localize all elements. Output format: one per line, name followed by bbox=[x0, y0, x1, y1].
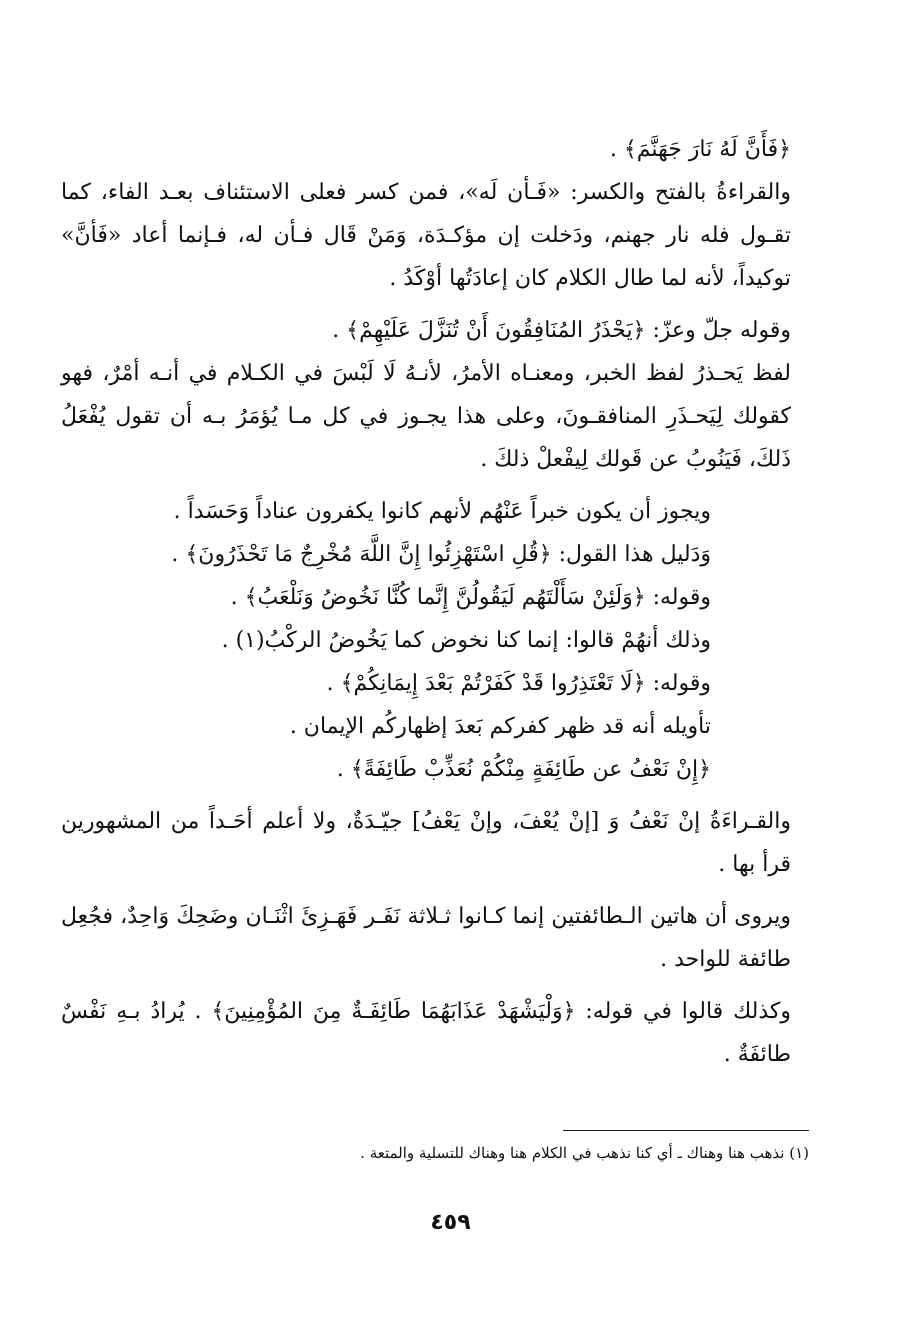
footnote: (١) نذهب هنا وهناك ـ أي كنا نذهب في الكلام هنا وهناك للتسلية والمتعة . bbox=[360, 1144, 809, 1162]
paragraph-khabar: ويجوز أن يكون خبراً عَنْهُم لأنهم كانوا يكفرون عناداً وَحَسَداً . bbox=[173, 499, 711, 524]
paragraph-munafiqun-verse: وقوله جلّ وعزّ: ﴿يَحْذَرُ المُنَافِقُونَ أَنْ تُنَزَّلَ عَلَيْهِمْ﴾ . bbox=[332, 318, 791, 343]
quran-verse-nafu: ﴿إِنْ نَعْفُ عن طَائِفَةٍ مِنْكُمْ نُعَذِّبْ طَائِفَةً﴾ . bbox=[336, 757, 711, 782]
main-text bbox=[61, 128, 821, 1076]
paragraph-lafz-khabar: لفظ يَحـذرُ لفظ الخبر، ومعنـاه الأمرُ، لأنـهُ لَا لَبْسَ في الكـلام في أنـه أمْرٌ، فهو كقولك لِيَحـذَرِ المنافقـونَ، وعلى هذا يجـوز في كل مـا يُؤمَرُ بـه أن تقول يُفْعَلُ ذَلكَ، فَيَنُوبُ عن قَولك لِيفْعلْ ذلكَ . bbox=[61, 361, 791, 472]
footnote-divider bbox=[563, 1130, 809, 1131]
page-number: ٤٥٩ bbox=[430, 1210, 471, 1235]
paragraph-reading-fath-kasr: والقراءةُ بالفتح والكسر: «فَـأن لَه»، فمن كسر فعلى الاستئناف بعـد الفاء، كما تقـول فله نار جهنم، ودَخلت إن مؤكـدَة، وَمَنْ قَال فـأن له، فـإنما أعاد «فَأنَّ» توكيداً، لأنه لما طال الكلام كان إعادَتُها أوْكَدُ . bbox=[61, 180, 791, 291]
paragraph-nakhud: وذلك أنهُمْ قالوا: إنما كنا نخوض كما يَخُوضُ الركْبُ(١) . bbox=[221, 628, 711, 653]
paragraph-dalil: وَدَليل هذا القول: ﴿قُلِ اسْتَهْزِئُوا إِنَّ اللَّهَ مُخْرِجٌ مَا تَحْذَرُونَ﴾ . bbox=[171, 542, 711, 567]
paragraph-la-tatadhiru: وقوله: ﴿لَا تَعْتَذِرُوا قَدْ كَفَرْتُمْ بَعْدَ إِيمَانِكُمْ﴾ . bbox=[326, 671, 711, 696]
paragraph-tailfatayn: ويروى أن هاتين الـطائفتين إنما كـانوا ثـلاثة نَفَـر فَهَـزِئَ اثْنَـان وضَحِكَ وَاحِدٌ، فجُعِل طائفة للواحد . bbox=[61, 904, 791, 972]
paragraph-wa-lain-saaltahum: وقوله: ﴿وَلَئِنْ سَأَلْتَهُم لَيَقُولُنَّ إِنَّما كُنَّا نَخُوضُ وَنَلْعَبُ﴾ . bbox=[230, 585, 711, 610]
quran-verse-1: ﴿فَأَنَّ لَهُ نَارَ جَهَنَّمَ﴾ . bbox=[609, 137, 791, 162]
paragraph-kadhalika: وكذلك قالوا في قوله: ﴿وَلْيَشْهَدْ عَذَابَهُمَا طَائِفَـةٌ مِنَ المُؤْمِنِينَ﴾ . يُرادُ بـهِ نَفْسٌ طائفَةٌ . bbox=[61, 999, 791, 1067]
paragraph-qiraah: والقـراءَةُ إنْ نَعْفُ وَ [إنْ يُعْفَ، وإنْ يَعْفُ] جيّـدَةٌ، ولا أعلم أحَـداً من المشهورين قرأ بها . bbox=[61, 809, 791, 877]
paragraph-tawiluhu: تأويله أنه قد ظهر كفركم بَعدَ إظهاركُم الإيمان . bbox=[289, 714, 711, 739]
